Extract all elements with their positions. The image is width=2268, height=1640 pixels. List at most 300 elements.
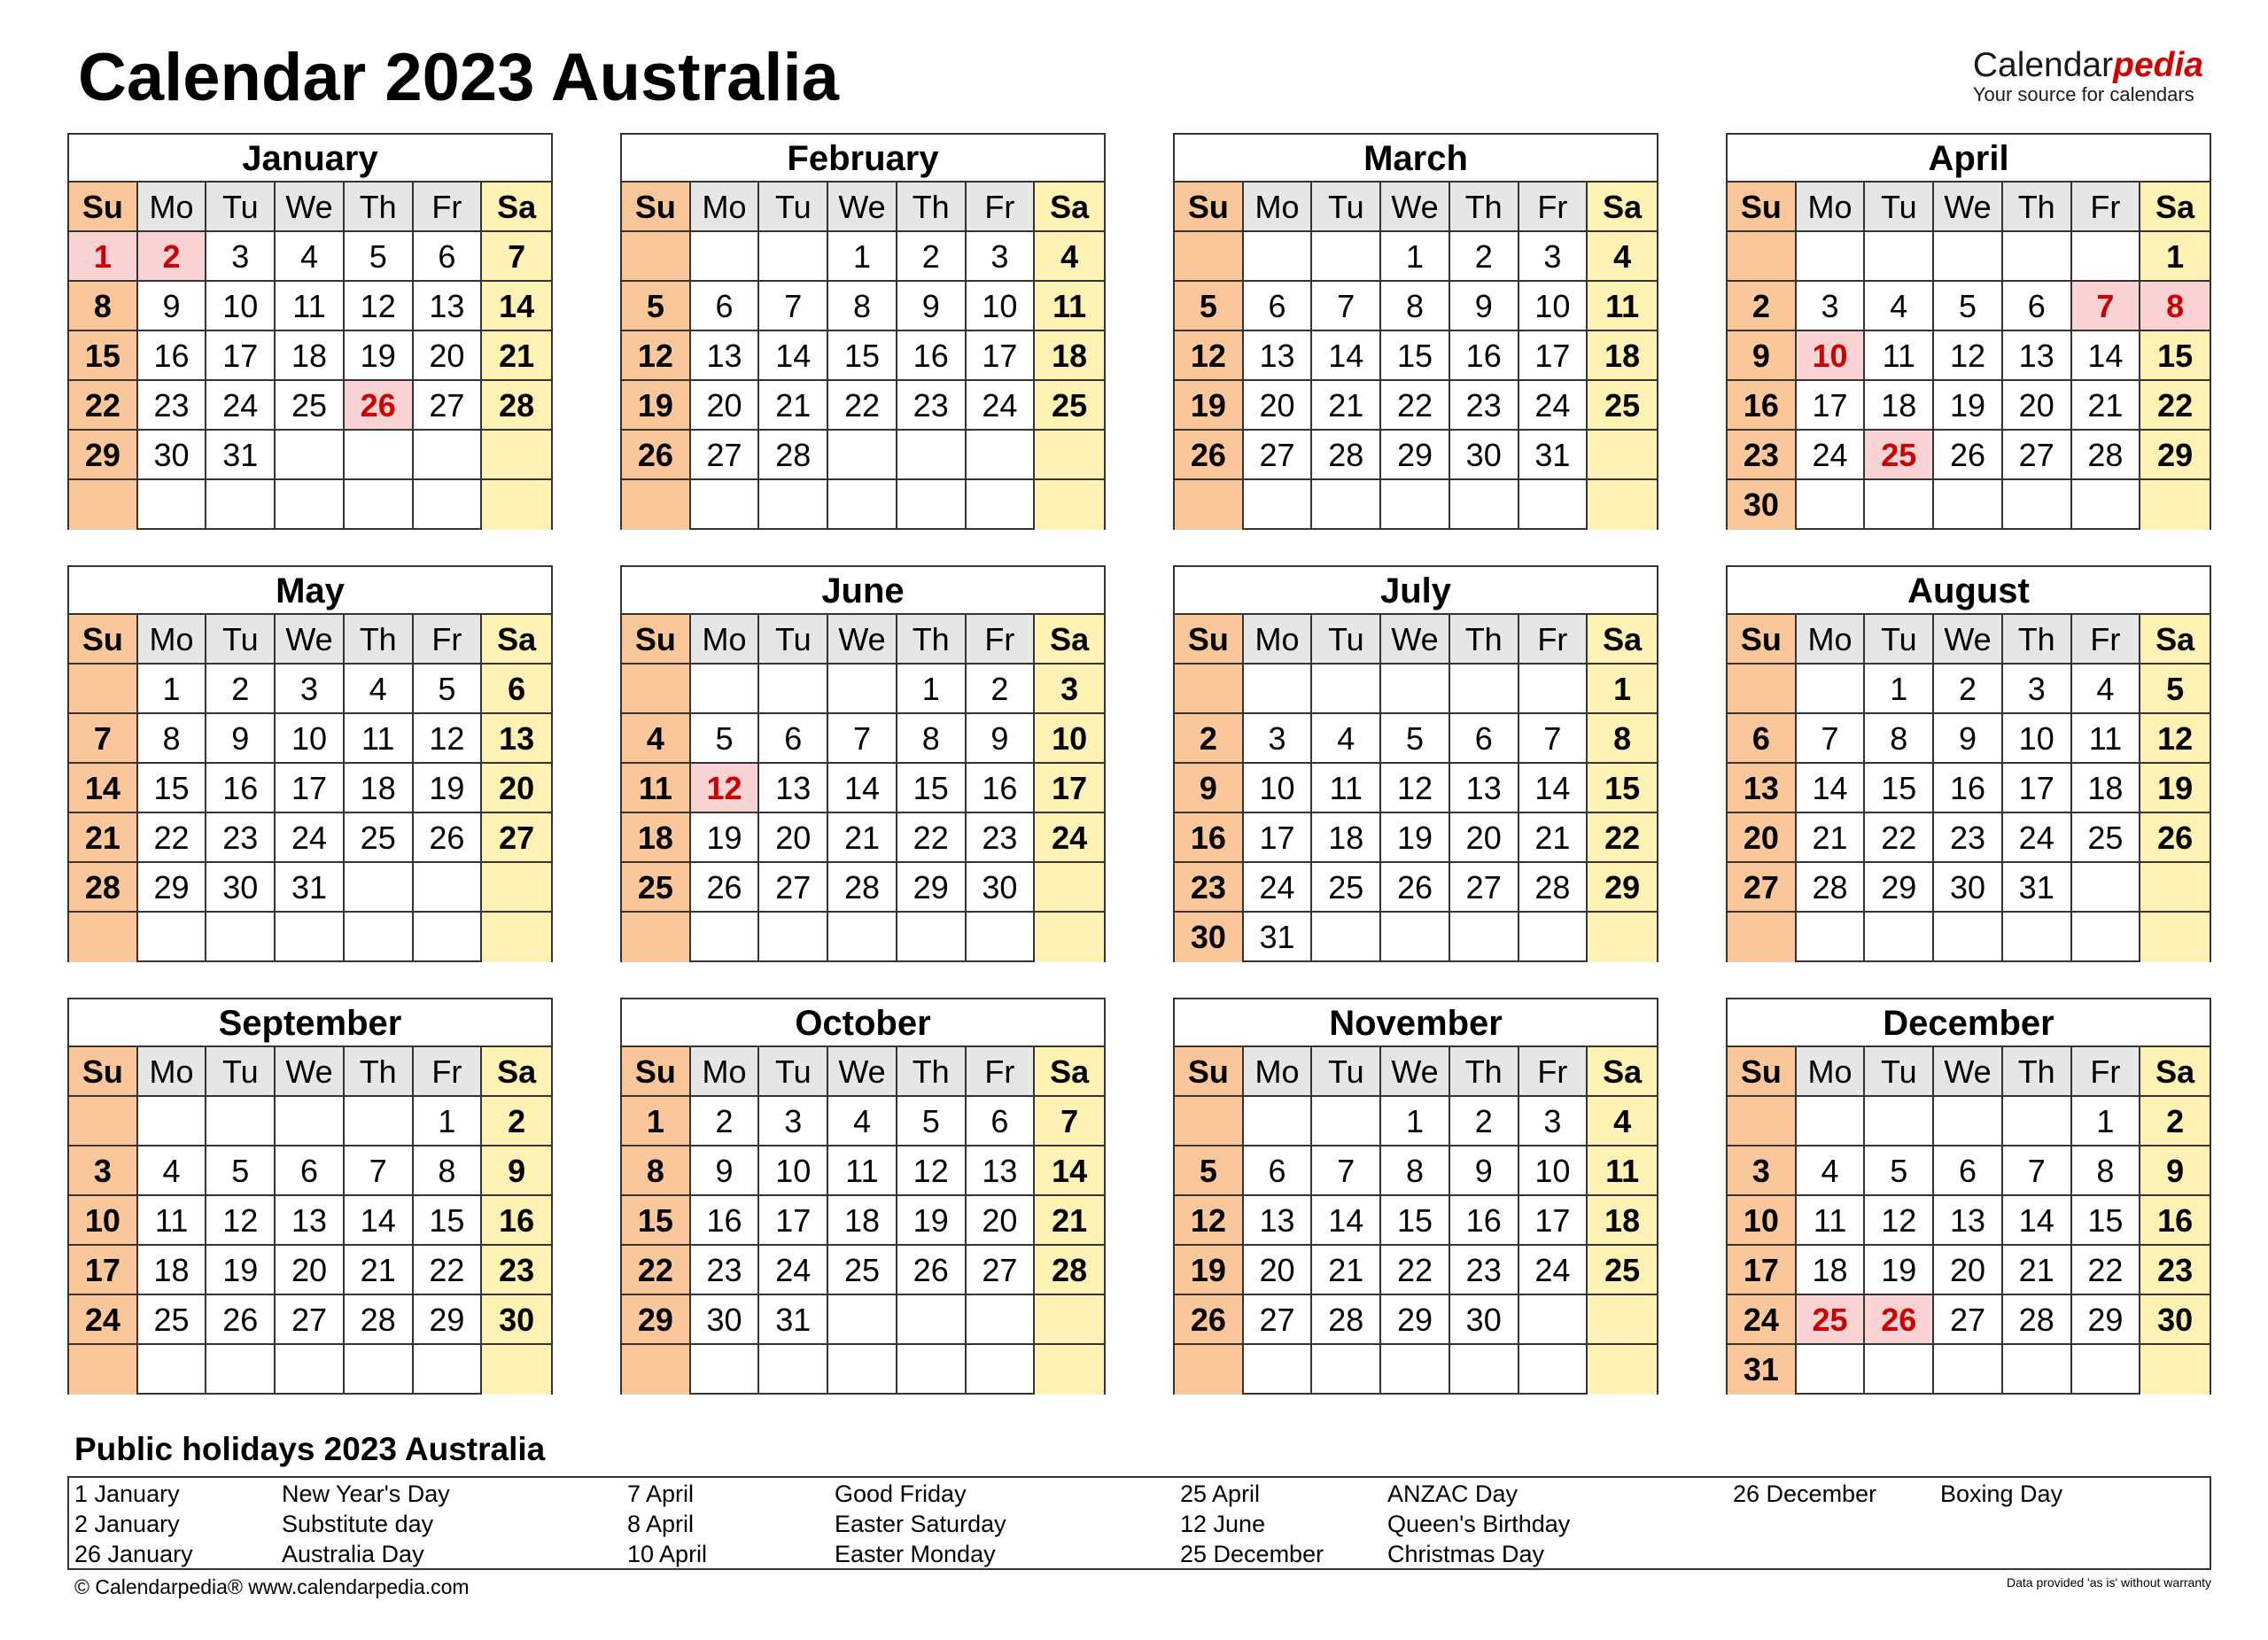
day-cell: 7 — [2003, 1146, 2072, 1196]
day-cell: 23 — [206, 813, 276, 863]
day-cell: 23 — [2140, 1246, 2210, 1295]
empty-cell — [2003, 1097, 2072, 1146]
empty-cell — [1797, 1345, 1866, 1395]
day-cell: 27 — [759, 863, 828, 913]
day-cell: 9 — [897, 282, 967, 331]
day-cell: 5 — [1381, 714, 1450, 764]
day-cell: 21 — [482, 331, 551, 381]
weekday-header: Sa — [1035, 183, 1104, 232]
weekday-header: Su — [1175, 615, 1244, 665]
empty-cell — [1244, 665, 1313, 714]
day-cell: 21 — [828, 813, 897, 863]
empty-cell — [276, 1097, 345, 1146]
day-cell: 17 — [759, 1196, 828, 1246]
day-cell: 25 — [828, 1246, 897, 1295]
day-cell: 13 — [2003, 331, 2072, 381]
empty-cell — [1450, 913, 1519, 962]
empty-cell — [759, 232, 828, 282]
day-cell: 18 — [1588, 331, 1657, 381]
weekday-header: Th — [897, 615, 967, 665]
day-cell: 15 — [1588, 764, 1657, 813]
empty-cell — [622, 1345, 691, 1395]
day-cell: 17 — [1519, 1196, 1588, 1246]
holiday-date: 26 December — [1733, 1481, 1877, 1507]
day-cell: 12 — [1865, 1196, 1934, 1246]
empty-cell — [1728, 1097, 1797, 1146]
empty-cell — [414, 480, 483, 530]
holidays-title: Public holidays 2023 Australia — [74, 1431, 546, 1467]
day-cell: 14 — [1312, 1196, 1381, 1246]
month-january — [67, 133, 553, 530]
day-cell: 11 — [276, 282, 345, 331]
weekday-header: Th — [2003, 1047, 2072, 1097]
day-cell: 18 — [1588, 1196, 1657, 1246]
day-cell: 22 — [1865, 813, 1934, 863]
day-cell: 7 — [345, 1146, 414, 1196]
day-cell: 12 — [1381, 764, 1450, 813]
day-cell: 3 — [1035, 665, 1104, 714]
day-cell: 1 — [897, 665, 967, 714]
day-cell: 17 — [1519, 331, 1588, 381]
month-may — [67, 565, 553, 962]
day-cell: 14 — [2072, 331, 2141, 381]
empty-cell — [1865, 1097, 1934, 1146]
month-name: September — [69, 999, 551, 1047]
day-cell: 14 — [345, 1196, 414, 1246]
empty-cell — [1244, 1345, 1313, 1395]
day-cell: 1 — [138, 665, 207, 714]
weekday-header: Tu — [206, 183, 276, 232]
day-cell: 2 — [206, 665, 276, 714]
day-cell: 12 — [345, 282, 414, 331]
day-cell: 28 — [345, 1295, 414, 1345]
day-cell: 17 — [206, 331, 276, 381]
day-cell: 11 — [1035, 282, 1104, 331]
day-cell: 14 — [759, 331, 828, 381]
day-cell: 2 — [2140, 1097, 2210, 1146]
day-cell: 18 — [828, 1196, 897, 1246]
weekday-header: Fr — [967, 1047, 1036, 1097]
weekday-header: Sa — [1035, 615, 1104, 665]
day-cell: 11 — [2072, 714, 2141, 764]
empty-cell — [1035, 431, 1104, 480]
logo-brand-accent: pedia — [2113, 46, 2203, 84]
day-cell: 23 — [897, 381, 967, 431]
empty-cell — [69, 913, 138, 962]
weekday-header: Tu — [1865, 183, 1934, 232]
empty-cell — [1588, 431, 1657, 480]
day-cell: 16 — [1450, 1196, 1519, 1246]
day-cell: 3 — [967, 232, 1036, 282]
day-cell: 20 — [1244, 381, 1313, 431]
day-cell: 30 — [1450, 1295, 1519, 1345]
day-cell: 14 — [69, 764, 138, 813]
empty-cell — [482, 863, 551, 913]
day-cell: 10 — [206, 282, 276, 331]
day-cell: 25 — [345, 813, 414, 863]
day-cell: 19 — [897, 1196, 967, 1246]
empty-cell — [2003, 1345, 2072, 1395]
holiday-date: 1 January — [74, 1481, 180, 1507]
day-cell: 8 — [1381, 282, 1450, 331]
empty-cell — [1728, 913, 1797, 962]
day-cell: 29 — [1381, 431, 1450, 480]
day-cell: 9 — [1728, 331, 1797, 381]
empty-cell — [1934, 913, 2003, 962]
month-june — [620, 565, 1106, 962]
day-cell: 14 — [1519, 764, 1588, 813]
empty-cell — [206, 913, 276, 962]
day-cell: 9 — [2140, 1146, 2210, 1196]
empty-cell — [1588, 1345, 1657, 1395]
month-name: March — [1175, 135, 1657, 183]
day-cell: 27 — [1244, 1295, 1313, 1345]
day-cell: 30 — [1175, 913, 1244, 962]
day-cell: 26 — [1934, 431, 2003, 480]
day-cell: 23 — [1934, 813, 2003, 863]
empty-cell — [206, 480, 276, 530]
day-cell: 31 — [1244, 913, 1313, 962]
weekday-header: Mo — [1244, 1047, 1313, 1097]
empty-cell — [1244, 232, 1313, 282]
empty-cell — [1175, 480, 1244, 530]
day-cell: 8 — [828, 282, 897, 331]
day-cell: 25 — [1865, 431, 1934, 480]
day-cell: 7 — [1797, 714, 1866, 764]
empty-cell — [691, 665, 760, 714]
holiday-date: 25 December — [1180, 1541, 1324, 1567]
empty-cell — [1244, 1097, 1313, 1146]
day-cell: 6 — [276, 1146, 345, 1196]
day-cell: 18 — [1865, 381, 1934, 431]
empty-cell — [828, 431, 897, 480]
day-cell: 27 — [482, 813, 551, 863]
day-cell: 8 — [1381, 1146, 1450, 1196]
weekday-header: Tu — [1312, 183, 1381, 232]
weekday-header: We — [828, 1047, 897, 1097]
month-name: July — [1175, 567, 1657, 615]
day-cell: 15 — [2140, 331, 2210, 381]
day-cell: 17 — [1728, 1246, 1797, 1295]
weekday-header: Su — [1175, 183, 1244, 232]
day-cell: 9 — [1175, 764, 1244, 813]
day-cell: 30 — [2140, 1295, 2210, 1345]
day-cell: 12 — [691, 764, 760, 813]
day-cell: 19 — [1175, 1246, 1244, 1295]
day-cell: 28 — [2003, 1295, 2072, 1345]
day-cell: 18 — [1035, 331, 1104, 381]
day-cell: 25 — [1312, 863, 1381, 913]
day-cell: 21 — [1797, 813, 1866, 863]
day-cell: 9 — [1450, 282, 1519, 331]
day-cell: 8 — [69, 282, 138, 331]
day-cell: 11 — [1312, 764, 1381, 813]
month-november — [1173, 998, 1658, 1395]
empty-cell — [2140, 913, 2210, 962]
empty-cell — [1519, 480, 1588, 530]
empty-cell — [138, 1097, 207, 1146]
empty-cell — [1244, 480, 1313, 530]
empty-cell — [206, 1345, 276, 1395]
day-cell: 9 — [1450, 1146, 1519, 1196]
day-cell: 21 — [2072, 381, 2141, 431]
day-cell: 20 — [691, 381, 760, 431]
weekday-header: Tu — [1312, 615, 1381, 665]
disclaimer: Data provided 'as is' without warranty — [2006, 1575, 2211, 1589]
day-cell: 22 — [828, 381, 897, 431]
day-cell: 22 — [1588, 813, 1657, 863]
holiday-name: ANZAC Day — [1387, 1481, 1518, 1507]
empty-cell — [622, 480, 691, 530]
month-july — [1173, 565, 1658, 962]
day-cell: 9 — [967, 714, 1036, 764]
empty-cell — [2072, 480, 2141, 530]
day-cell: 30 — [482, 1295, 551, 1345]
weekday-header: Sa — [1588, 1047, 1657, 1097]
logo-brand: Calendar — [1972, 46, 2114, 84]
empty-cell — [1519, 1345, 1588, 1395]
day-cell: 17 — [2003, 764, 2072, 813]
empty-cell — [345, 1097, 414, 1146]
day-cell: 27 — [1934, 1295, 2003, 1345]
day-cell: 9 — [1934, 714, 2003, 764]
day-cell: 6 — [1728, 714, 1797, 764]
day-cell: 22 — [622, 1246, 691, 1295]
day-cell: 19 — [2140, 764, 2210, 813]
day-cell: 8 — [2072, 1146, 2141, 1196]
day-cell: 5 — [1865, 1146, 1934, 1196]
day-cell: 24 — [1797, 431, 1866, 480]
day-cell: 5 — [897, 1097, 967, 1146]
weekday-header: Su — [69, 615, 138, 665]
day-cell: 6 — [1934, 1146, 2003, 1196]
day-cell: 31 — [759, 1295, 828, 1345]
day-cell: 23 — [138, 381, 207, 431]
weekday-header: Fr — [1519, 1047, 1588, 1097]
month-name: February — [622, 135, 1104, 183]
empty-cell — [1865, 232, 1934, 282]
day-cell: 22 — [2140, 381, 2210, 431]
day-cell: 17 — [1244, 813, 1313, 863]
empty-cell — [622, 665, 691, 714]
day-cell: 20 — [2003, 381, 2072, 431]
day-cell: 24 — [759, 1246, 828, 1295]
empty-cell — [691, 1345, 760, 1395]
month-name: October — [622, 999, 1104, 1047]
empty-cell — [622, 232, 691, 282]
day-cell: 11 — [1588, 282, 1657, 331]
holiday-date: 7 April — [627, 1481, 695, 1507]
empty-cell — [622, 913, 691, 962]
day-cell: 4 — [1588, 1097, 1657, 1146]
day-cell: 27 — [1450, 863, 1519, 913]
day-cell: 26 — [1381, 863, 1450, 913]
weekday-header: We — [1381, 1047, 1450, 1097]
day-cell: 30 — [1934, 863, 2003, 913]
day-cell: 24 — [69, 1295, 138, 1345]
day-cell: 6 — [2003, 282, 2072, 331]
day-cell: 24 — [967, 381, 1036, 431]
day-cell: 12 — [1175, 1196, 1244, 1246]
day-cell: 21 — [69, 813, 138, 863]
day-cell: 26 — [1175, 1295, 1244, 1345]
day-cell: 15 — [828, 331, 897, 381]
empty-cell — [69, 665, 138, 714]
weekday-header: Tu — [1312, 1047, 1381, 1097]
day-cell: 1 — [1865, 665, 1934, 714]
empty-cell — [69, 1097, 138, 1146]
day-cell: 18 — [1312, 813, 1381, 863]
empty-cell — [897, 431, 967, 480]
weekday-header: Fr — [2072, 615, 2141, 665]
weekday-header: Mo — [1797, 1047, 1866, 1097]
day-cell: 5 — [414, 665, 483, 714]
day-cell: 15 — [897, 764, 967, 813]
weekday-header: Mo — [138, 1047, 207, 1097]
day-cell: 25 — [138, 1295, 207, 1345]
empty-cell — [967, 1345, 1036, 1395]
empty-cell — [759, 480, 828, 530]
day-cell: 18 — [345, 764, 414, 813]
empty-cell — [1175, 1097, 1244, 1146]
weekday-header: Mo — [1244, 183, 1313, 232]
day-cell: 20 — [1934, 1246, 2003, 1295]
day-cell: 26 — [345, 381, 414, 431]
day-cell: 25 — [1588, 381, 1657, 431]
day-cell: 4 — [1865, 282, 1934, 331]
weekday-header: Mo — [138, 183, 207, 232]
weekday-header: Sa — [2140, 183, 2210, 232]
day-cell: 2 — [1450, 1097, 1519, 1146]
day-cell: 10 — [1797, 331, 1866, 381]
day-cell: 4 — [1312, 714, 1381, 764]
day-cell: 1 — [828, 232, 897, 282]
day-cell: 14 — [482, 282, 551, 331]
empty-cell — [1035, 480, 1104, 530]
day-cell: 31 — [1519, 431, 1588, 480]
day-cell: 13 — [1450, 764, 1519, 813]
day-cell: 2 — [691, 1097, 760, 1146]
day-cell: 26 — [206, 1295, 276, 1345]
day-cell: 25 — [276, 381, 345, 431]
copyright: © Calendarpedia® www.calendarpedia.com — [74, 1575, 470, 1598]
empty-cell — [1312, 913, 1381, 962]
weekday-header: Sa — [482, 615, 551, 665]
day-cell: 25 — [1035, 381, 1104, 431]
empty-cell — [759, 913, 828, 962]
day-cell: 14 — [1312, 331, 1381, 381]
empty-cell — [1381, 1345, 1450, 1395]
empty-cell — [1797, 480, 1866, 530]
day-cell: 2 — [1450, 232, 1519, 282]
day-cell: 11 — [1797, 1196, 1866, 1246]
holiday-date: 25 April — [1180, 1481, 1261, 1507]
day-cell: 8 — [2140, 282, 2210, 331]
weekday-header: We — [1934, 615, 2003, 665]
weekday-header: Th — [345, 1047, 414, 1097]
day-cell: 1 — [414, 1097, 483, 1146]
weekday-header: Fr — [414, 183, 483, 232]
empty-cell — [691, 232, 760, 282]
day-cell: 16 — [206, 764, 276, 813]
day-cell: 27 — [1244, 431, 1313, 480]
empty-cell — [1588, 1295, 1657, 1345]
day-cell: 12 — [414, 714, 483, 764]
weekday-header: Th — [345, 615, 414, 665]
day-cell: 11 — [138, 1196, 207, 1246]
day-cell: 16 — [1450, 331, 1519, 381]
day-cell: 6 — [482, 665, 551, 714]
weekday-header: We — [276, 615, 345, 665]
weekday-header: Su — [622, 1047, 691, 1097]
day-cell: 4 — [828, 1097, 897, 1146]
weekday-header: Su — [69, 1047, 138, 1097]
empty-cell — [1312, 1345, 1381, 1395]
month-name: November — [1175, 999, 1657, 1047]
day-cell: 25 — [2072, 813, 2141, 863]
day-cell: 20 — [414, 331, 483, 381]
day-cell: 21 — [1312, 1246, 1381, 1295]
month-february — [620, 133, 1106, 530]
day-cell: 3 — [1519, 232, 1588, 282]
empty-cell — [897, 913, 967, 962]
day-cell: 10 — [1728, 1196, 1797, 1246]
day-cell: 24 — [1519, 1246, 1588, 1295]
day-cell: 13 — [967, 1146, 1036, 1196]
empty-cell — [1312, 1097, 1381, 1146]
day-cell: 14 — [1797, 764, 1866, 813]
day-cell: 29 — [622, 1295, 691, 1345]
day-cell: 29 — [1588, 863, 1657, 913]
day-cell: 7 — [1519, 714, 1588, 764]
empty-cell — [1865, 913, 1934, 962]
empty-cell — [69, 1345, 138, 1395]
day-cell: 24 — [1728, 1295, 1797, 1345]
empty-cell — [2003, 480, 2072, 530]
month-name: December — [1728, 999, 2210, 1047]
weekday-header: Th — [1450, 1047, 1519, 1097]
day-cell: 15 — [1865, 764, 1934, 813]
day-cell: 2 — [1934, 665, 2003, 714]
day-cell: 11 — [345, 714, 414, 764]
empty-cell — [1175, 1345, 1244, 1395]
day-cell: 18 — [1797, 1246, 1866, 1295]
empty-cell — [482, 913, 551, 962]
weekday-header: Fr — [2072, 1047, 2141, 1097]
holiday-name: Good Friday — [835, 1481, 967, 1507]
empty-cell — [1797, 665, 1866, 714]
day-cell: 26 — [897, 1246, 967, 1295]
day-cell: 28 — [1519, 863, 1588, 913]
month-december — [1726, 998, 2211, 1395]
day-cell: 22 — [897, 813, 967, 863]
day-cell: 28 — [69, 863, 138, 913]
day-cell: 10 — [276, 714, 345, 764]
day-cell: 14 — [2003, 1196, 2072, 1246]
day-cell: 27 — [1728, 863, 1797, 913]
calendarpedia-logo[interactable] — [1973, 46, 2203, 105]
empty-cell — [1312, 232, 1381, 282]
empty-cell — [828, 665, 897, 714]
holiday-name: Substitute day — [282, 1511, 434, 1537]
day-cell: 25 — [1797, 1295, 1866, 1345]
day-cell: 29 — [138, 863, 207, 913]
day-cell: 22 — [138, 813, 207, 863]
day-cell: 10 — [1519, 1146, 1588, 1196]
day-cell: 6 — [759, 714, 828, 764]
day-cell: 3 — [2003, 665, 2072, 714]
day-cell: 10 — [759, 1146, 828, 1196]
